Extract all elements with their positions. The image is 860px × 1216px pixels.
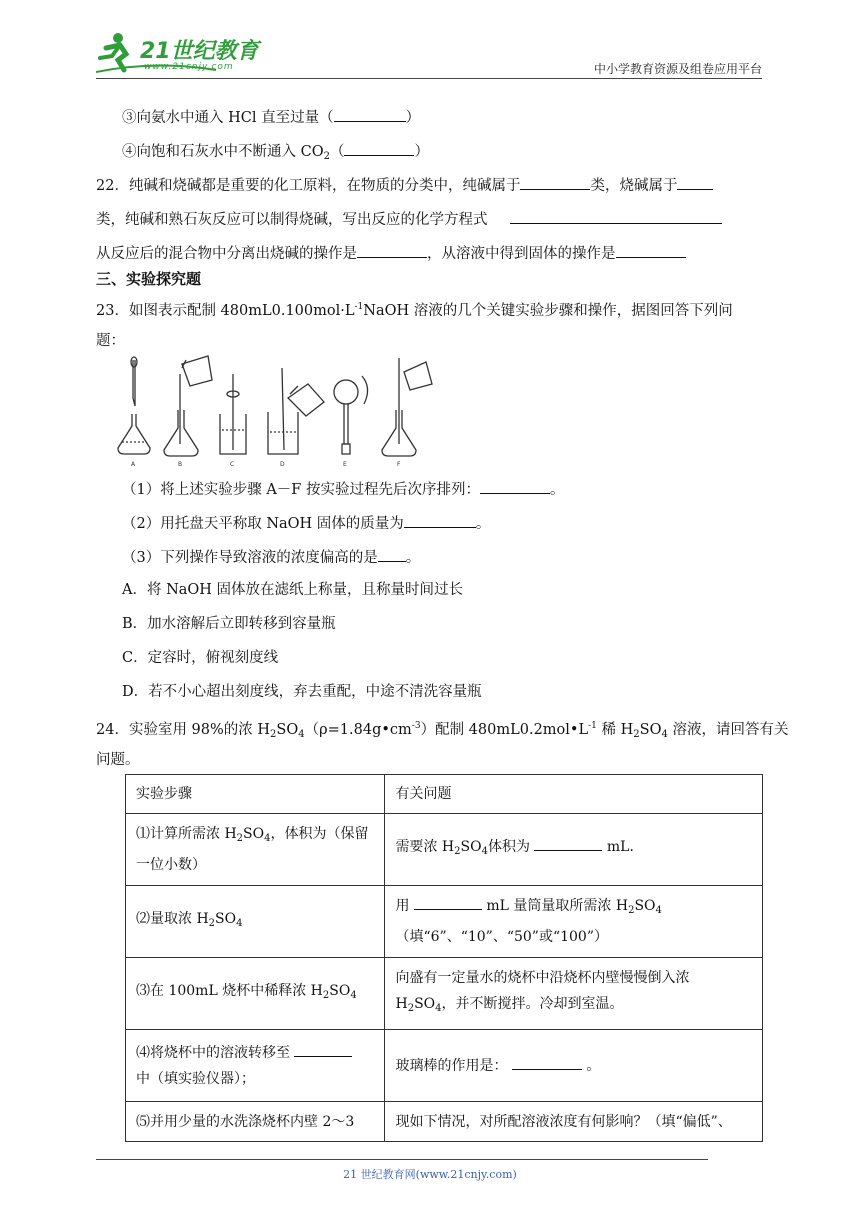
logo-url: www.21cnjy.com [144, 62, 234, 72]
logo [96, 30, 266, 76]
q24-intro-cont: 问题。 [96, 752, 140, 768]
table-cell: 现如下情况，对所配溶液浓度有何影响？（填“偏低”、 [385, 1102, 763, 1142]
q22-line1: 22．纯碱和烧碱都是重要的化工原料，在物质的分类中，纯碱属于 类，烧碱属于 [96, 174, 713, 196]
q23-option-d: D．若不小心超出刻度线，弃去重配，中途不清洗容量瓶 [122, 684, 482, 700]
q23-sub2: （2）用托盘天平称取 NaOH 固体的质量为 。 [122, 512, 490, 534]
table-cell: 玻璃棒的作用是： 。 [385, 1030, 763, 1102]
flask-transfer-icon [382, 358, 432, 456]
q21-item3: ③向氨水中通入 HCl 直至过量（ ） [122, 106, 420, 128]
table-row [126, 1030, 763, 1102]
q23-option-c: C．定容时，俯视刻度线 [122, 650, 279, 666]
inverting-flask-icon [334, 376, 368, 454]
footer-divider [96, 1159, 708, 1160]
q23-option-a: A．将 NaOH 固体放在滤纸上称量，且称量时间过长 [122, 582, 464, 598]
q24-intro: 24．实验室用 98%的浓 $H_2SO_4(\rho=1.84g•cm^{-3})$配制 $480mL0.2mol•L^{-1}$ 稀 $H_2SO_4$ 溶液，请回答有关 [96, 721, 789, 740]
table-header-questions: 有关问题 [385, 775, 763, 814]
q23-intro-cont: 题： [96, 333, 125, 349]
table-row [126, 886, 763, 958]
fig-label-d: D [280, 461, 285, 468]
q23-sub1: （1）将上述实验步骤 A－F 按实验过程先后次序排列： 。 [122, 478, 564, 500]
fig-label-f: F [397, 461, 401, 468]
table-row [126, 958, 763, 1030]
q23-sub3: （3）下列操作导致溶液的浓度偏高的是 。 [122, 546, 420, 568]
fig-label-e: E [343, 461, 347, 468]
platform-name: 中小学教育资源及组卷应用平台 [593, 62, 762, 76]
table-cell: ⑸并用少量的水洗涤烧杯内壁 2～3 [126, 1102, 385, 1142]
table-cell: 用 mL 量筒量取所需浓 $H_2SO_4$（填“6”、“10”、“50”或“100”） [385, 886, 763, 958]
flask-pouring-icon [164, 356, 212, 456]
table-row [126, 775, 763, 814]
q23-option-b: B．加水溶解后立即转移到容量瓶 [122, 616, 336, 632]
table-row [126, 814, 763, 886]
section-heading: 三、实验探究题 [96, 270, 202, 288]
beaker-rod-icon [268, 368, 298, 454]
table-cell: ⑷将烧杯中的溶液转移至 中（填实验仪器）； [126, 1030, 385, 1102]
apparatus-figure [112, 354, 442, 470]
table-cell: ⑶在 100mL 烧杯中稀释浓 $H_2SO_4$ [126, 958, 385, 1030]
q23-intro: 23．如图表示配制 $480mL0.100mol\cdot L^{-1}NaOH$ 溶液的几个关键实验步骤和操作，据图回答下列问 [96, 302, 733, 319]
steps-table [125, 774, 763, 1142]
flask-with-dropper-icon [118, 357, 150, 454]
table-header-steps: 实验步骤 [126, 775, 385, 814]
fig-label-a: A [131, 461, 136, 468]
bottle-icon [288, 384, 324, 416]
table-cell: 需要浓 $H_2SO_4$体积为 mL． [385, 814, 763, 886]
footer-link[interactable]: 21 世纪教育网(www.21cnjy.com) [343, 1168, 517, 1181]
fig-label-b: B [178, 461, 183, 468]
q22-line3: 从反应后的混合物中分离出烧碱的操作是 ，从溶液中得到固体的操作是 [96, 242, 686, 264]
q21-item4: ④向饱和石灰水中不断通入 $CO_2$（ ） [122, 140, 429, 167]
q22-line2: 类，纯碱和熟石灰反应可以制得烧碱，写出反应的化学方程式 [96, 208, 722, 230]
beaker-stirring-icon [220, 374, 246, 454]
table-cell: ⑴计算所需浓 $H_2SO_4$，体积为（保留一位小数） [126, 814, 385, 886]
table-cell: 向盛有一定量水的烧杯中沿烧杯内壁慢慢倒入浓 $H_2SO_4$，并不断搅拌。冷却到室温。 [385, 958, 763, 1030]
logo-text: 21世纪教育 [140, 39, 259, 64]
header-divider [96, 78, 762, 79]
table-row [126, 1102, 763, 1142]
fig-label-c: C [230, 461, 235, 468]
table-cell: ⑵量取浓 $H_2SO_4$ [126, 886, 385, 958]
